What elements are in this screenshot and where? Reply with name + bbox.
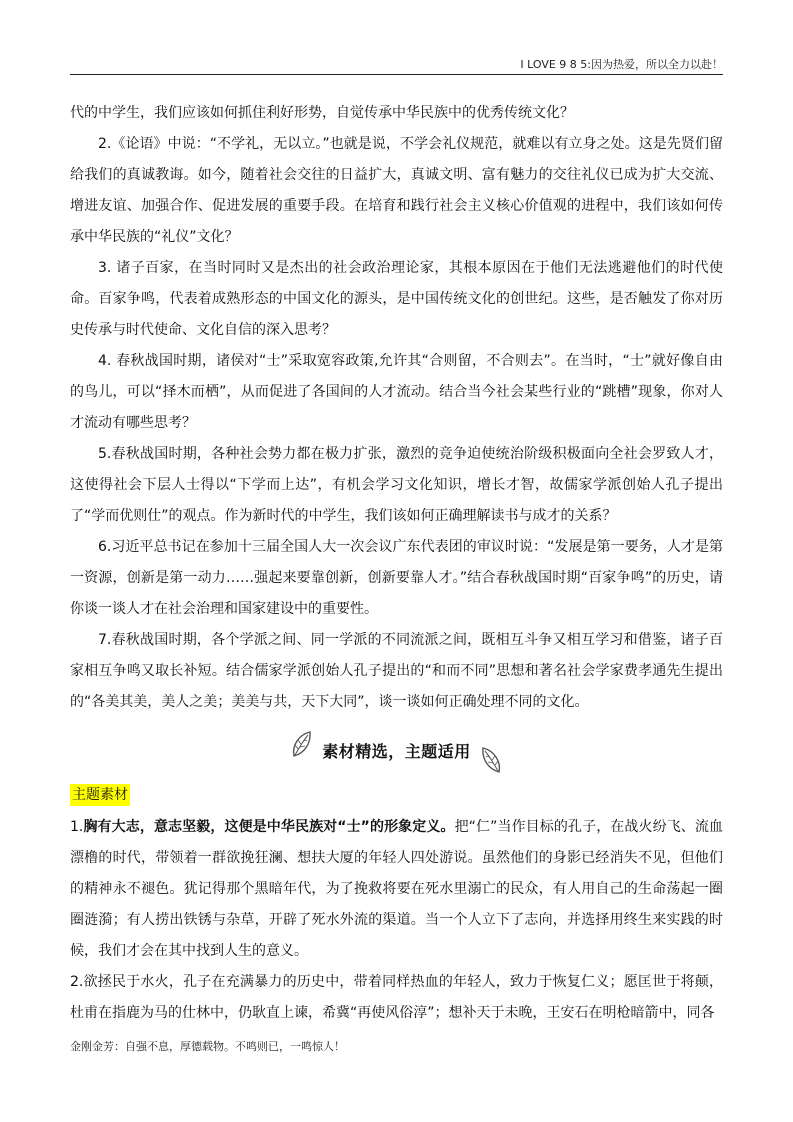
material-number: 1. [70, 819, 84, 835]
section-label-theme-materials: 主题素材 [70, 784, 130, 806]
question-3: 3. 诸子百家，在当时同时又是杰出的社会政治理论家，其根本原因在于他们无法逃避他们的时代使命。百家争鸣，代表着成熟形态的中国文化的源头，是中国传统文化的创世纪。这些，是否触发了你对历史传承与时代使命、文化自信的深入思考？ [70, 260, 723, 338]
page-header: I LOVE 9 8 5:因为热爱，所以全力以赴！ [520, 58, 723, 71]
leaf-icon [290, 729, 314, 759]
question-7: 7.春秋战国时期，各个学派之间、同一学派的不同流派之间，既相互斗争又相互学习和借鉴，诸子百家相互争鸣又取长补短。结合儒家学派创始人孔子提出的“和而不同”思想和著名社会学家费孝通先生提出的“各美其美，美人之美；美美与共，天下大同”，谈一谈如何正确处理不同的文化。 [70, 632, 723, 710]
question-5: 5.春秋战国时期，各种社会势力都在极力扩张，激烈的竞争迫使统治阶级积极面向全社会罗致人才，这使得社会下层人士得以“下学而上达”，有机会学习文化知识，增长才智，故儒家学派创始人孔子提出了“学而优则仕”的观点。作为新时代的中学生，我们该如何正确理解读书与成才的关系？ [70, 446, 723, 524]
material-bold-lead: 胸有大志，意志坚毅，这便是中华民族对“士”的形象定义。 [83, 819, 455, 835]
paragraph-continuation: 代的中学生，我们应该如何抓住利好形势，自觉传承中华民族中的优秀传统文化？ [70, 105, 574, 121]
material-2 [70, 967, 723, 1029]
question-4: 4. 春秋战国时期，诸侯对“士”采取宽容政策,允许其“合则留，不合则去”。在当时，“士”就好像自由的鸟儿，可以“择木而栖”，从而促进了各国间的人才流动。结合当今社会某些行业的“跳槽”现象，你对人才流动有哪些思考？ [70, 353, 723, 431]
material-1 [70, 812, 723, 967]
question-2: 2.《论语》中说：“不学礼，无以立。”也就是说，不学会礼仪规范，就难以有立身之处。这是先贤们留给我们的真诚教诲。如今，随着社会交往的日益扩大，真诚文明、富有魅力的交往礼仪已成为扩大交流、增进友谊、加强合作、促进发展的重要手段。在培育和践行社会主义核心价值观的进程中，我们该如何传承中华民族的“礼仪”文化？ [70, 136, 723, 245]
material-number: 2. [70, 974, 84, 990]
page-content [70, 98, 723, 1029]
question-6: 6.习近平总书记在参加十三届全国人大一次会议广东代表团的审议时说：“发展是第一要务，人才是第一资源，创新是第一动力……强起来要靠创新，创新要靠人才。”结合春秋战国时期“百家争鸣”的历史，请你谈一谈人才在社会治理和国家建设中的重要性。 [70, 539, 723, 617]
material-body: 欲拯民于水火，孔子在充满暴力的历史中，带着同样热血的年轻人，致力于恢复仁义；愿匡世于将颠，杜甫在指鹿为马的仕林中，仍耿直上谏，希冀“再使风俗淳”；想补天于未晚，王安石在明枪暗箭中，同各 [70, 974, 723, 1021]
leaf-icon [479, 745, 503, 775]
header-rule [70, 74, 723, 75]
banner-title: 素材精选，主题适用 [322, 741, 471, 761]
section-banner [70, 722, 723, 778]
page-footer: 金刚金芳：自强不息，厚德载物。不鸣则已，一鸣惊人！ [70, 1040, 345, 1053]
material-body: 把“仁”当作目标的孔子，在战火纷飞、流血漂橹的时代，带领着一群欲挽狂澜、想扶大厦的年轻人四处游说。虽然他们的身影已经消失不见，但他们的精神永不褪色。犹记得那个黑暗年代，为了挽救将要在死水里溺亡的民众，有人用自己的生命荡起一圈圈涟漪；有人捞出铁锈与杂草，开辟了死水外流的渠道。当一个人立下了志向，并选择用终生来实践的时候，我们才会在其中找到人生的意义。 [70, 819, 723, 959]
